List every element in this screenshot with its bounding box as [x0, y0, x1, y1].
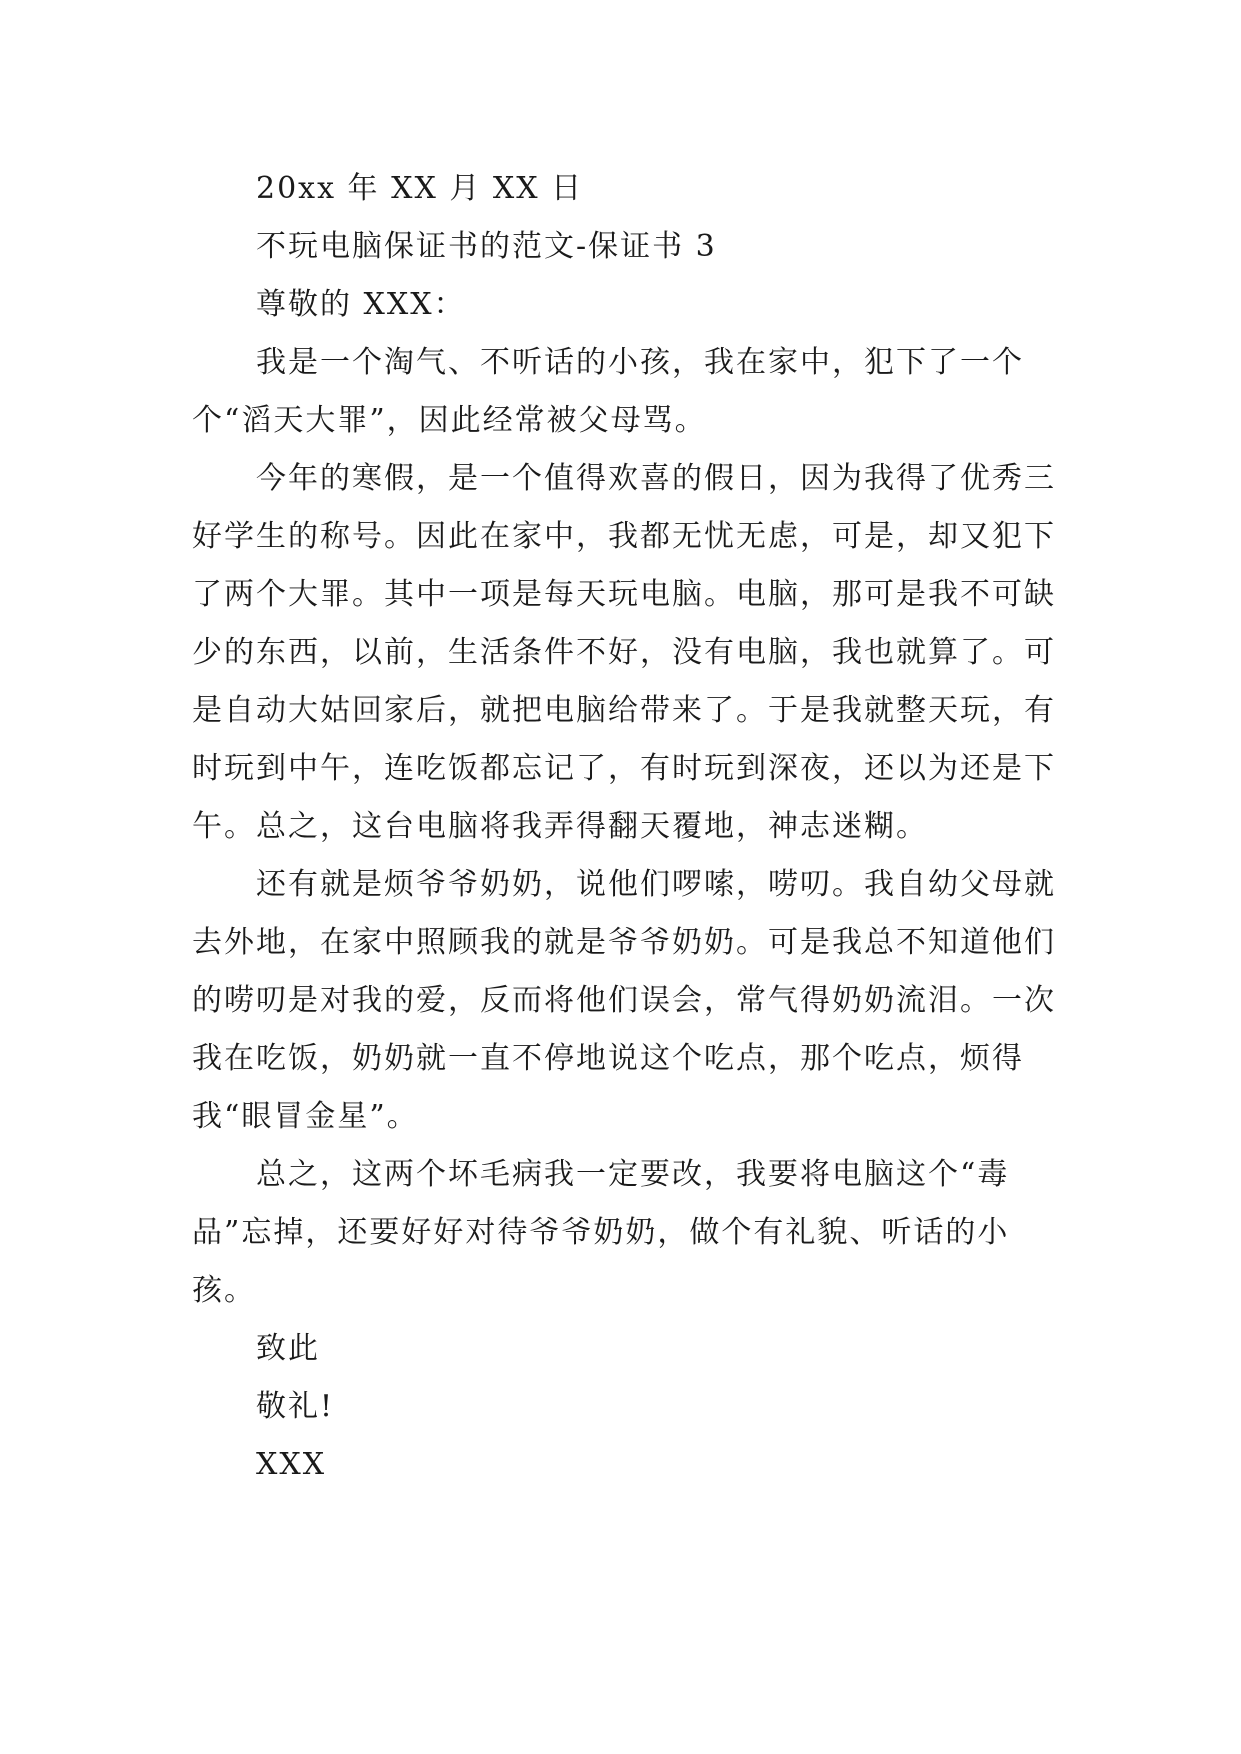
closing-line-2: 敬礼!: [256, 1389, 335, 1424]
date-line: 20xx 年 XX 月 XX 日: [256, 171, 584, 206]
document-body: [192, 160, 1062, 1494]
closing-line-1: 致此: [256, 1331, 320, 1366]
paragraph-4: 总之，这两个坏毛病我一定要改，我要将电脑这个“毒品”忘掉，还要好好对待爷爷奶奶，做个有礼貌、听话的小孩。: [192, 1157, 1010, 1308]
signature: XXX: [256, 1447, 327, 1482]
paragraph-2: 今年的寒假，是一个值得欢喜的假日，因为我得了优秀三好学生的称号。因此在家中，我都无忧无虑，可是，却又犯下了两个大罪。其中一项是每天玩电脑。电脑，那可是我不可缺少的东西，以前，生活条件不好，没有电脑，我也就算了。可是自动大姑回家后，就把电脑给带来了。于是我就整天玩，有时玩到中午，连吃饭都忘记了，有时玩到深夜，还以为还是下午。总之，这台电脑将我弄得翻天覆地，神志迷糊。: [192, 461, 1056, 844]
salutation: 尊敬的 XXX：: [256, 287, 466, 322]
paragraph-1: 我是一个淘气、不听话的小孩，我在家中，犯下了一个个“滔天大罪”，因此经常被父母骂。: [192, 345, 1024, 438]
document-title: 不玩电脑保证书的范文-保证书 3: [256, 229, 717, 264]
paragraph-3: 还有就是烦爷爷奶奶，说他们啰嗦，唠叨。我自幼父母就去外地，在家中照顾我的就是爷爷奶奶。可是我总不知道他们的唠叨是对我的爱，反而将他们误会，常气得奶奶流泪。一次我在吃饭，奶奶就一直不停地说这个吃点，那个吃点，烦得我“眼冒金星”。: [192, 867, 1056, 1134]
